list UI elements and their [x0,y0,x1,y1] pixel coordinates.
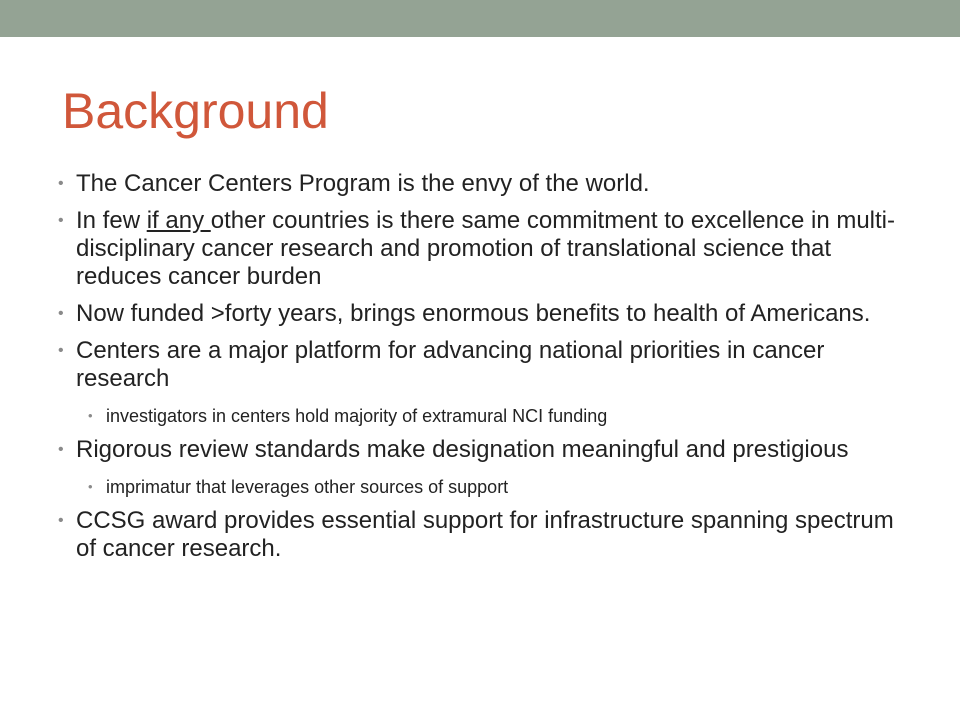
sub-bullet-item [88,405,908,427]
bullet-text: Centers are a major platform for advancing national priorities in cancer research [76,337,825,392]
bullet-text-rest: other countries is there same commitment to excellence in multi-disciplinary cancer research and promotion of translational science that reduces cancer burden [76,207,896,290]
underlined-phrase: if any [146,207,211,234]
sub-bullet-item [88,476,908,498]
slide-title: Background [62,83,329,139]
bullet-item [58,507,908,563]
bullet-item [58,300,908,328]
bullet-item [58,207,908,291]
bullet-text: Now funded >forty years, brings enormous benefits to health of Americans. [76,300,871,327]
bullet-list [58,170,908,563]
bullet-text: Rigorous review standards make designation meaningful and prestigious [76,436,849,463]
bullet-item [58,436,908,464]
bullet-text-start: In few [76,207,147,234]
bullet-item [58,337,908,393]
bullet-text: The Cancer Centers Program is the envy of the world. [76,170,650,197]
top-accent-band [0,0,960,37]
sub-bullet-text: investigators in centers hold majority of extramural NCI funding [106,406,608,426]
bullet-text: CCSG award provides essential support for infrastructure spanning spectrum of cancer research. [76,507,894,562]
sub-bullet-text: imprimatur that leverages other sources of support [106,477,509,497]
bullet-item [58,170,908,198]
